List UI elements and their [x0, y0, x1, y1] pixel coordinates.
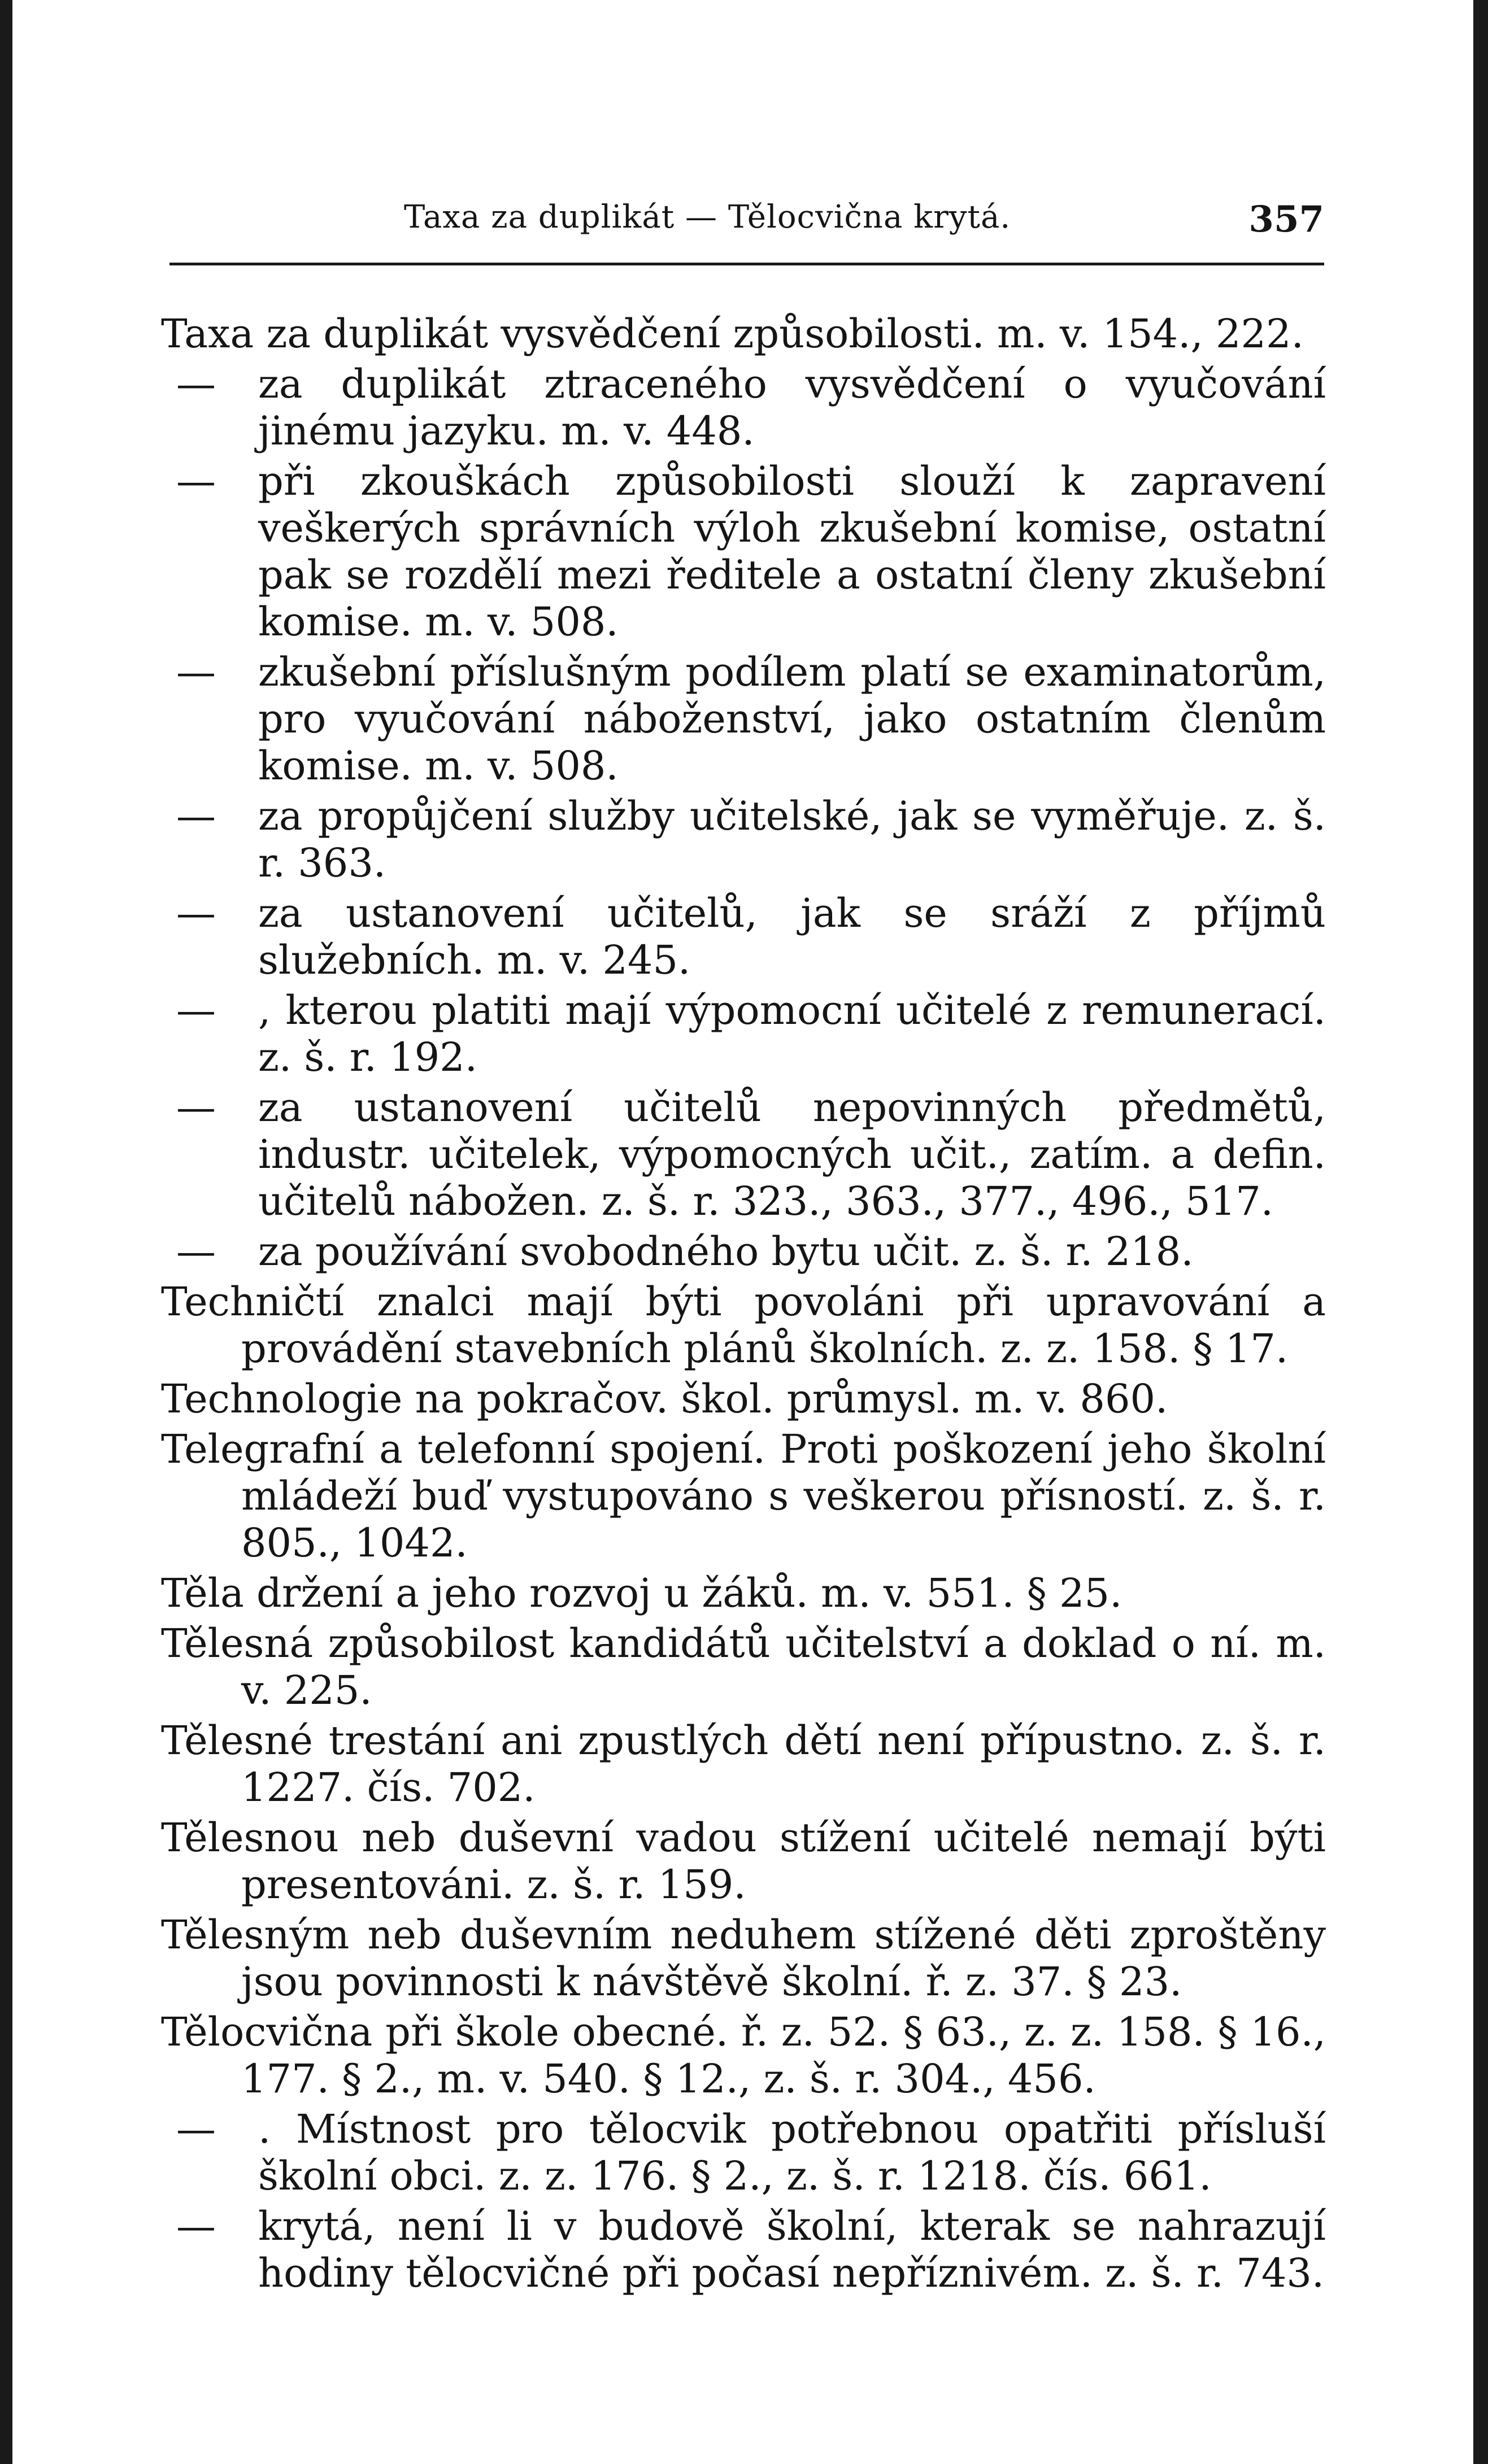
entry-text: krytá, není li v budově školní, kterak se nahrazují hodiny tělocvičné při počasí nepříznivém. z. š. r. 743.	[258, 2203, 1326, 2296]
scan-border-left	[0, 0, 12, 2464]
index-subentry	[161, 2106, 1326, 2200]
entry-text: Tělesným neb duševním neduhem stížené děti zproštěny jsou povinnosti k návštěvě školní. ř. z. 37. § 23.	[161, 1912, 1326, 2005]
index-entry	[161, 311, 1326, 357]
entry-text: za používání svobodného bytu učit. z. š. r. 218.	[258, 1228, 1194, 1275]
entry-text: , kterou platiti mají výpomocní učitelé z remunerací. z. š. r. 192.	[258, 987, 1326, 1080]
entry-text: Tělesnou neb duševní vadou stížení učitelé nemají býti presentováni. z. š. r. 159.	[161, 1815, 1326, 1908]
entry-text: Těla držení a jeho rozvoj u žáků. m. v. 551. § 25.	[161, 1570, 1122, 1616]
entry-text: Technologie na pokračov. škol. průmysl. m. v. 860.	[161, 1376, 1168, 1422]
entry-dash: —	[176, 890, 216, 936]
entry-text: za duplikát ztraceného vysvědčení o vyučování jinému jazyku. m. v. 448.	[258, 361, 1326, 454]
header-title: Taxa za duplikát — Tělocvična krytá.	[404, 199, 1011, 236]
scan-border-right	[1473, 0, 1488, 2464]
entry-dash: —	[176, 1084, 216, 1131]
index-subentry	[161, 1084, 1326, 1225]
index-entry	[161, 1912, 1326, 2005]
entry-text: za ustanovení učitelů nepovinných předmětů, industr. učitelek, výpomocných učit., zatím. a defin. učitelů nábožen. z. š. r. 323., 363., 377., 496., 517.	[258, 1084, 1326, 1224]
entry-dash: —	[176, 987, 216, 1033]
index-subentry	[161, 458, 1326, 646]
entry-text: Taxa za duplikát vysvědčení způsobilosti. m. v. 154., 222.	[161, 311, 1304, 357]
entry-text: za ustanovení učitelů, jak se sráží z příjmů služebních. m. v. 245.	[258, 890, 1326, 983]
entry-dash: —	[176, 2106, 216, 2152]
entry-text: Telegrafní a telefonní spojení. Proti poškození jeho školní mládeží buď vystupováno s veškerou přísností. z. š. r. 805., 1042.	[161, 1426, 1326, 1566]
index-subentry	[161, 890, 1326, 984]
page-number: 357	[1248, 198, 1324, 241]
entry-text: Tělocvična při škole obecné. ř. z. 52. § 63., z. z. 158. § 16., 177. § 2., m. v. 540. § 12., z. š. r. 304., 456.	[161, 2009, 1326, 2102]
index-subentry	[161, 649, 1326, 790]
index-subentry	[161, 1228, 1326, 1275]
index-entry	[161, 1376, 1326, 1423]
index-subentry	[161, 2203, 1326, 2297]
entry-dash: —	[176, 361, 216, 407]
entry-text: . Místnost pro tělocvik potřebnou opatřiti přísluší školní obci. z. z. 176. § 2., z. š. r. 1218. čís. 661.	[258, 2106, 1326, 2199]
header-rule	[169, 263, 1324, 265]
index-entry	[161, 1570, 1326, 1617]
index-entry	[161, 1279, 1326, 1372]
entry-text: Tělesné trestání ani zpustlých dětí není přípustno. z. š. r. 1227. čís. 702.	[161, 1717, 1326, 1811]
entry-text: za propůjčení služby učitelské, jak se vyměřuje. z. š. r. 363.	[258, 793, 1326, 886]
entry-dash: —	[176, 1228, 216, 1275]
index-subentry	[161, 793, 1326, 887]
index-entry	[161, 1717, 1326, 1811]
entry-dash: —	[176, 2203, 216, 2249]
index-entry	[161, 1815, 1326, 1908]
entry-dash: —	[176, 793, 216, 839]
index-entry	[161, 1426, 1326, 1567]
index-entries	[161, 311, 1326, 2300]
entry-text: zkušební příslušným podílem platí se examinatorům, pro vyučování náboženství, jako ostatním členům komise. m. v. 508.	[258, 649, 1326, 789]
index-entry	[161, 2009, 1326, 2103]
index-entry	[161, 1620, 1326, 1714]
entry-dash: —	[176, 458, 216, 504]
index-subentry	[161, 361, 1326, 455]
entry-dash: —	[176, 649, 216, 695]
running-header	[169, 195, 1324, 263]
index-subentry	[161, 987, 1326, 1081]
entry-text: Tělesná způsobilost kandidátů učitelství a doklad o ní. m. v. 225.	[161, 1620, 1326, 1713]
entry-text: Techničtí znalci mají býti povoláni při upravování a provádění stavebních plánů školních. z. z. 158. § 17.	[161, 1279, 1326, 1372]
entry-text: při zkouškách způsobilosti slouží k zapravení veškerých správních výloh zkušební komise, ostatní pak se rozdělí mezi ředitele a ostatní členy zkušební komise. m. v. 508.	[258, 458, 1326, 645]
